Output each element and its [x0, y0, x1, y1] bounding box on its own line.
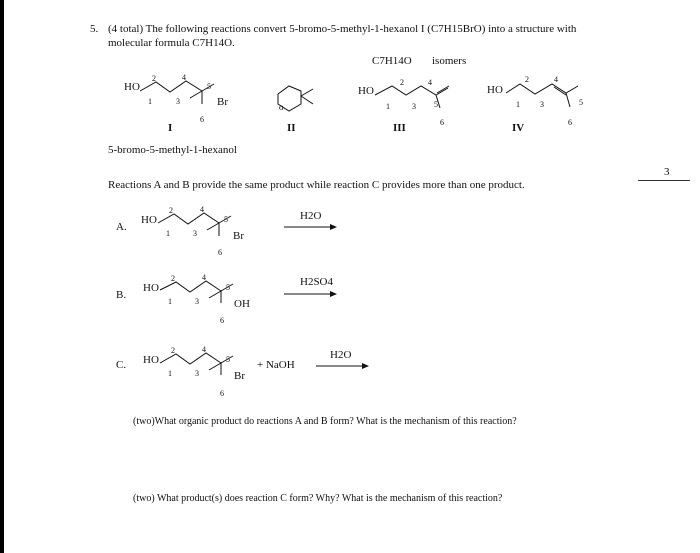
question-prompt-2: (two) What product(s) does reaction C form? Why? What is the mechanism of this reaction? — [133, 493, 503, 504]
formula-header: C7H14O — [372, 55, 412, 67]
structure-I-num-6: 6 — [200, 115, 204, 124]
reaction-A-br: Br — [233, 230, 244, 242]
structure-IV-num-1: 1 — [516, 100, 520, 109]
structure-III-ho: HO — [358, 85, 374, 97]
structure-III-num-6: 6 — [440, 118, 444, 127]
reaction-A-chain — [158, 213, 219, 224]
structure-III-num-2: 2 — [400, 78, 404, 87]
structure-II-label: II — [287, 122, 296, 134]
structure-II-methyls — [301, 89, 313, 104]
reaction-C-additive: + NaOH — [257, 359, 295, 371]
structure-IV-num-4: 4 — [554, 75, 558, 84]
side-note-number: 3 — [664, 166, 670, 178]
reaction-B-reagent: H2SO4 — [300, 276, 334, 288]
question-number: 5. — [90, 23, 99, 35]
reaction-B-chain — [160, 281, 221, 292]
structure-III-label: III — [393, 122, 406, 134]
reaction-A-arrowhead — [330, 224, 337, 230]
reaction-A-num-2: 2 — [169, 206, 173, 215]
structure-I-name: 5-bromo-5-methyl-1-hexanol — [108, 144, 237, 156]
reaction-C-ho: HO — [143, 354, 159, 366]
structure-II-oxygen: o — [279, 102, 284, 112]
structure-IV-num-2: 2 — [525, 75, 529, 84]
reaction-A-num-5: 5 — [224, 215, 228, 224]
reaction-B-ho: HO — [143, 282, 159, 294]
reaction-C-num-6: 6 — [220, 389, 224, 398]
structure-III-num-4: 4 — [428, 78, 432, 87]
reaction-A-ho: HO — [141, 214, 157, 226]
reaction-C-num-5: 5 — [226, 355, 230, 364]
reaction-B-num-6: 6 — [220, 316, 224, 325]
structure-IV-num-6: 6 — [568, 118, 572, 127]
reaction-A-reagent: H2O — [300, 210, 322, 222]
reaction-C-arrowhead — [362, 363, 369, 369]
structure-I-br: Br — [217, 96, 228, 108]
reaction-B-arrowhead — [330, 291, 337, 297]
reaction-A-letter: A. — [116, 221, 127, 233]
structure-I-num-1: 1 — [148, 97, 152, 106]
structure-I-ho: HO — [124, 81, 140, 93]
reaction-C-num-1: 1 — [168, 369, 172, 378]
reaction-B-oh: OH — [234, 298, 250, 310]
structure-I-num-5: 5 — [207, 82, 211, 91]
reaction-B-num-2: 2 — [171, 274, 175, 283]
structure-IV-num-3: 3 — [540, 100, 544, 109]
structure-I-label: I — [168, 122, 173, 134]
reaction-A-num-3: 3 — [193, 229, 197, 238]
isomers-label: isomers — [432, 55, 467, 67]
side-note-underline — [638, 180, 690, 181]
reaction-C-num-2: 2 — [171, 346, 175, 355]
reaction-B-letter: B. — [116, 289, 127, 301]
structure-III-num-1: 1 — [386, 102, 390, 111]
structure-IV-label: IV — [512, 122, 525, 134]
question-prompt-1: (two)What organic product do reactions A and B form? What is the mechanism of this reaction? — [133, 416, 517, 427]
structure-I-num-2: 2 — [152, 74, 156, 83]
structure-IV-ho: HO — [487, 84, 503, 96]
structure-IV-double-bond — [554, 87, 566, 95]
question-line-1: (4 total) The following reactions convert 5-bromo-5-methyl-1-hexanol I (C7H15BrO) into a structure with — [108, 23, 577, 35]
structure-I-chain — [140, 81, 202, 92]
reaction-C-num-4: 4 — [202, 345, 206, 354]
structure-III-double-bond — [437, 86, 449, 93]
reaction-B-num-1: 1 — [168, 297, 172, 306]
structure-I-num-4: 4 — [182, 73, 186, 82]
reaction-A-num-1: 1 — [166, 229, 170, 238]
reaction-A-num-6: 6 — [218, 248, 222, 257]
reaction-A-num-4: 4 — [200, 205, 204, 214]
reaction-B-num-5: 5 — [226, 283, 230, 292]
reaction-B-num-3: 3 — [195, 297, 199, 306]
reaction-C-num-3: 3 — [195, 369, 199, 378]
reaction-C-chain — [160, 353, 221, 364]
reaction-C-letter: C. — [116, 359, 127, 371]
question-line-2: molecular formula C7H14O. — [108, 37, 235, 49]
structure-IV-num-5: 5 — [579, 98, 583, 107]
structure-III-num-5: 5 — [434, 100, 438, 109]
reaction-B-num-4: 4 — [202, 273, 206, 282]
structure-III-num-3: 3 — [412, 102, 416, 111]
reactions-statement: Reactions A and B provide the same product while reaction C provides more than one product. — [108, 179, 525, 191]
reaction-C-reagent: H2O — [330, 349, 352, 361]
structure-I-num-3: 3 — [176, 97, 180, 106]
reaction-C-br: Br — [234, 370, 245, 382]
